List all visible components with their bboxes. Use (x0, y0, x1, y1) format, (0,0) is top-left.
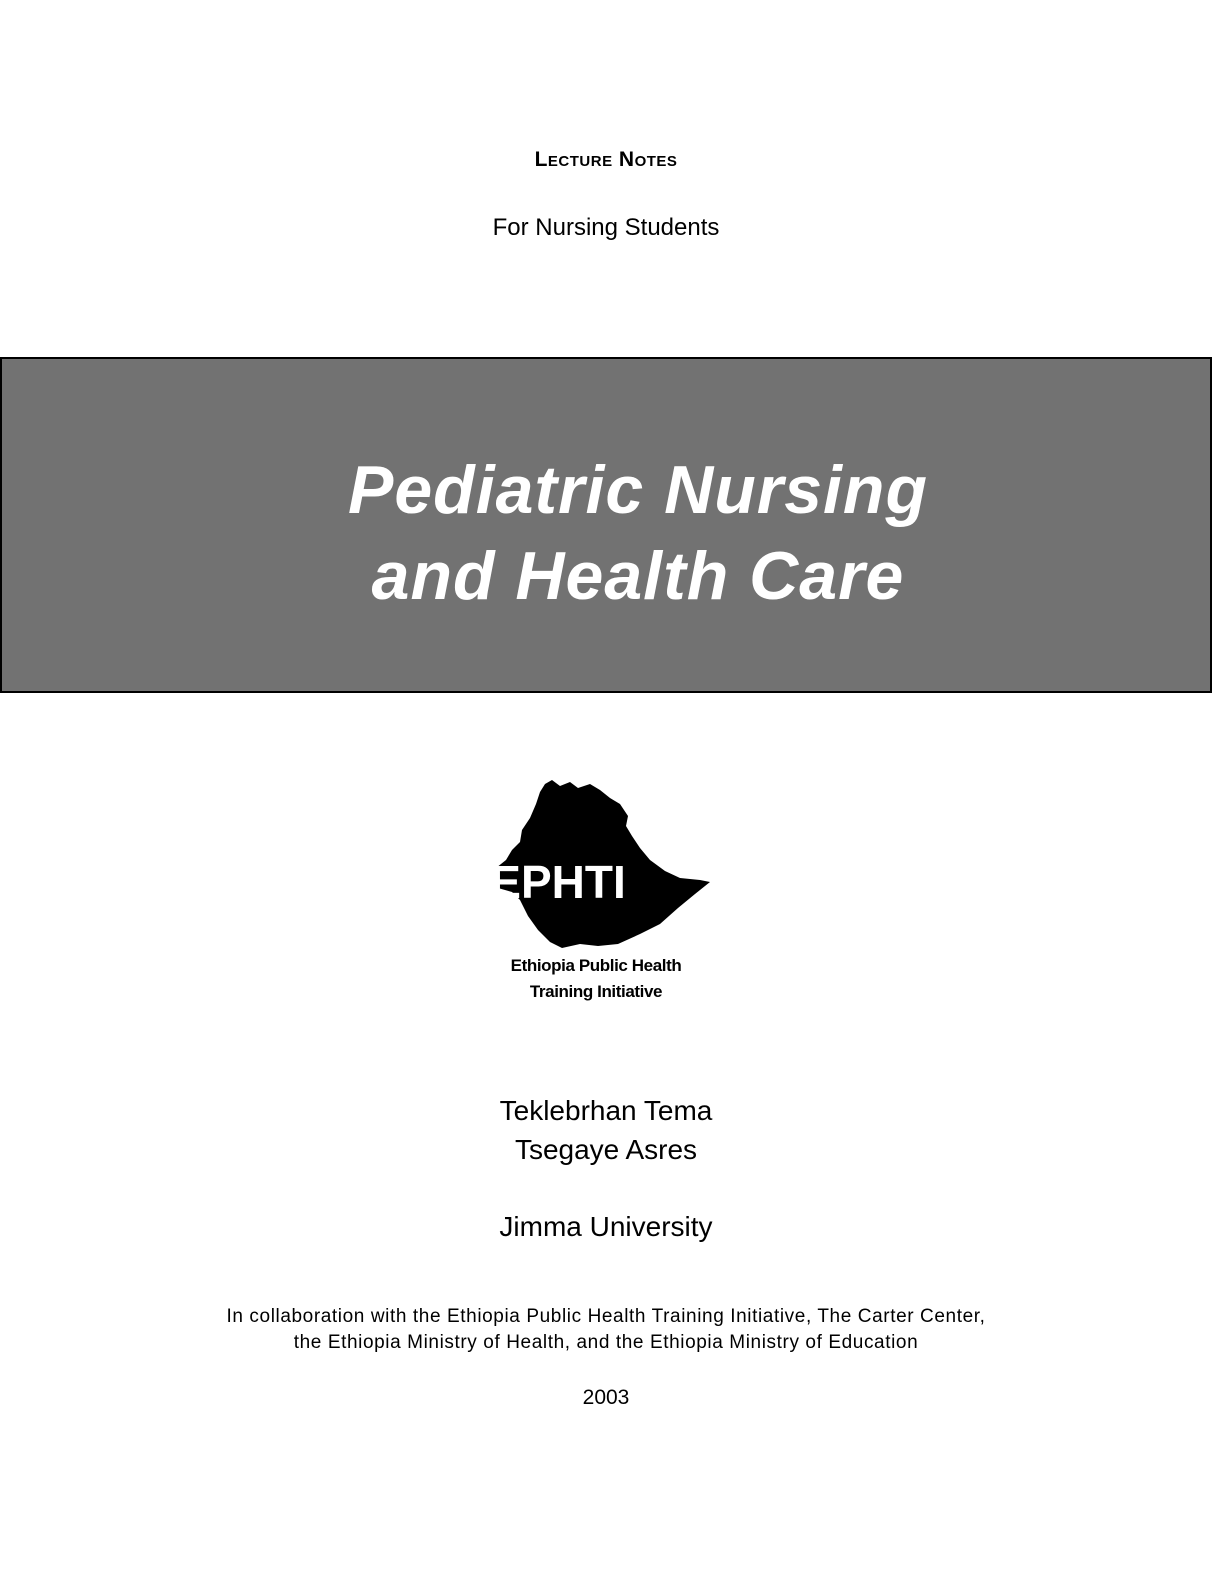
logo-name-line-1: Ethiopia Public Health (510, 956, 682, 975)
ephti-logo (490, 776, 722, 1008)
logo-acronym: EPHTI (490, 856, 626, 908)
ethiopia-map-icon (490, 776, 722, 956)
audience-subtitle: For Nursing Students (492, 214, 720, 241)
title-band (0, 357, 1212, 693)
collaboration-line-2: the Ethiopia Ministry of Health, and the Ethiopia Ministry of Education (293, 1332, 919, 1353)
series-title: Lecture Notes (534, 148, 678, 171)
author-1: Teklebrhan Tema (499, 1095, 713, 1126)
title-line-2: and Health Care (371, 538, 905, 614)
logo-name-line-2: Training Initiative (529, 982, 663, 1001)
collaboration-line-1: In collaboration with the Ethiopia Public Health Training Initiative, The Carter Center, (226, 1306, 986, 1327)
institution: Jimma University (499, 1211, 713, 1242)
publication-year: 2003 (582, 1386, 630, 1409)
author-2: Tsegaye Asres (514, 1134, 698, 1165)
title-line-1: Pediatric Nursing (347, 452, 929, 528)
